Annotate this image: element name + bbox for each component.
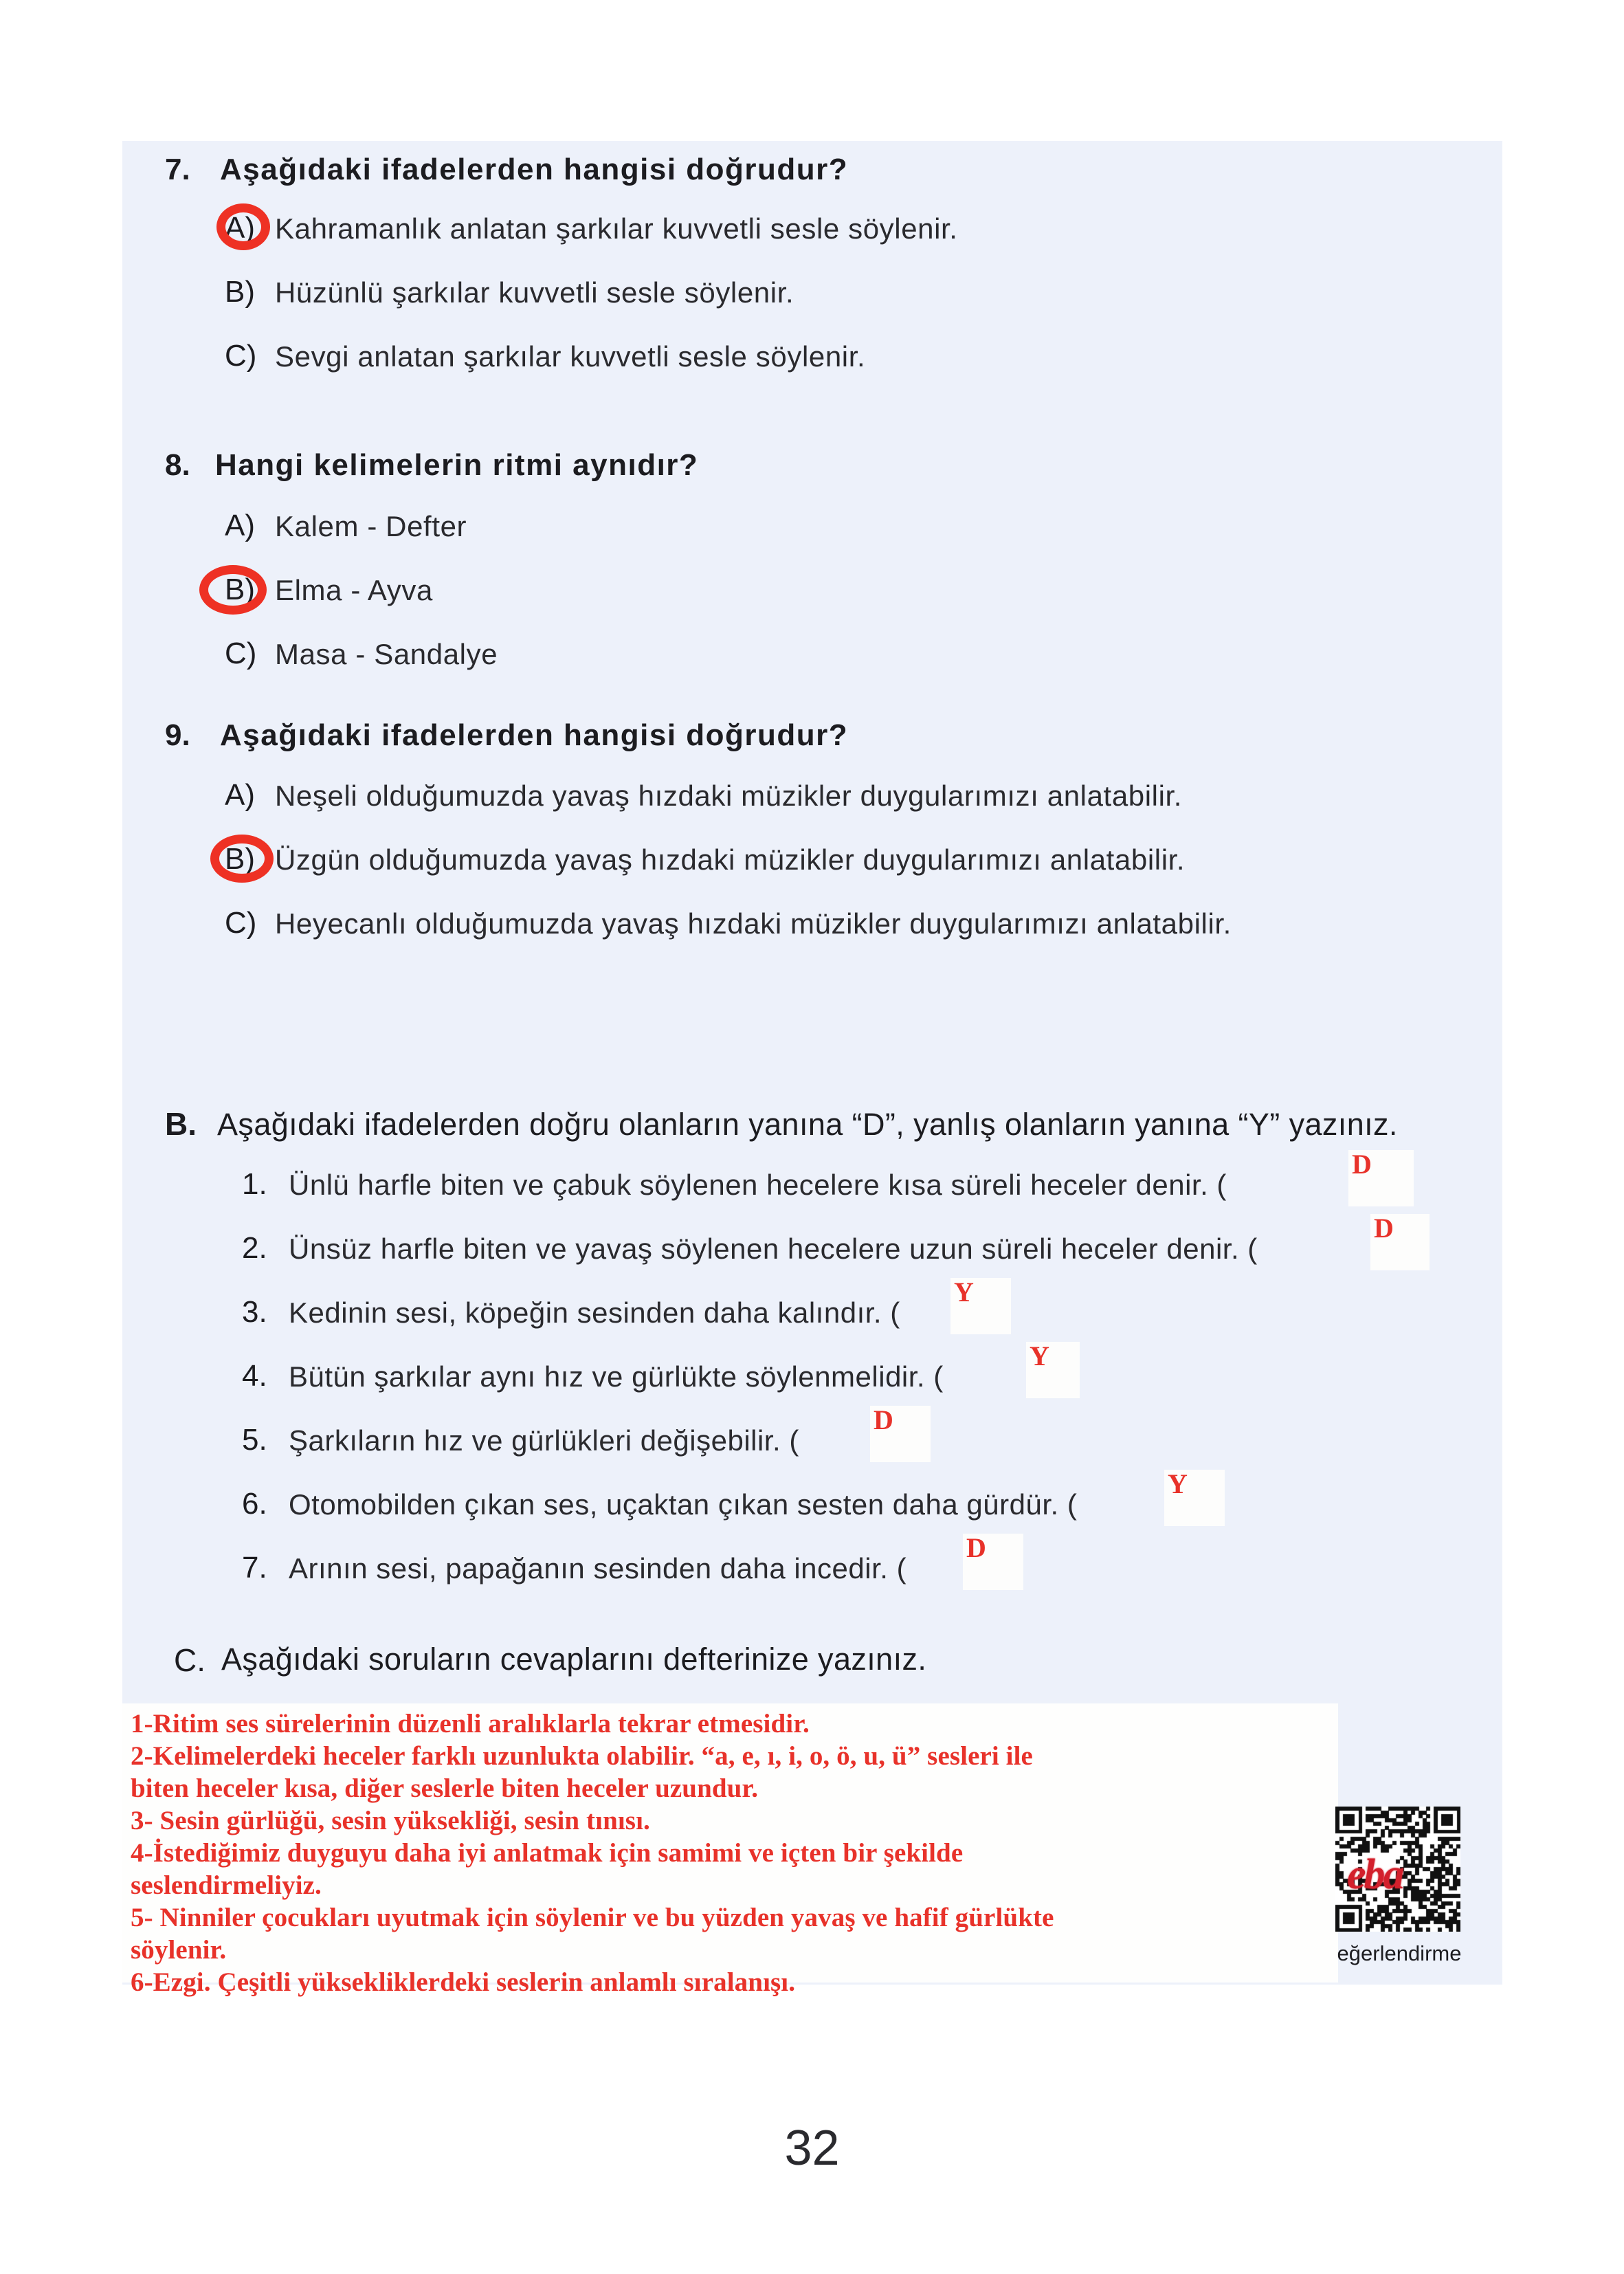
section-b-item-1-number: 1. <box>242 1167 267 1201</box>
section-b-item-4-number: 4. <box>242 1359 267 1393</box>
section-b-item-2-text: Ünsüz harfle biten ve yavaş söylenen hecelere uzun süreli heceler denir. ( <box>289 1233 1258 1265</box>
qr-code-block[interactable] <box>1335 1807 1460 1932</box>
question-7-option-b-text[interactable]: Hüzünlü şarkılar kuvvetli sesle söylenir. <box>275 276 794 309</box>
section-c-title: Aşağıdaki soruların cevaplarını defterinize yazınız. <box>221 1642 927 1677</box>
question-8-option-a-text[interactable]: Kalem - Defter <box>275 510 467 542</box>
section-b-item-5-number: 5. <box>242 1423 267 1457</box>
question-8-option-c-text[interactable]: Masa - Sandalye <box>275 638 498 670</box>
question-7-option-a-text[interactable]: Kahramanlık anlatan şarkılar kuvvetli sesle söylenir. <box>275 212 958 245</box>
question-7-option-c-text[interactable]: Sevgi anlatan şarkılar kuvvetli sesle söylenir. <box>275 340 866 373</box>
section-b-item-4-answer: Y <box>1030 1340 1049 1371</box>
question-8-option-b-text[interactable]: Elma - Ayva <box>275 574 433 606</box>
section-b-item-4-text: Bütün şarkılar aynı hız ve gürlükte söylenmelidir. ( <box>289 1360 944 1393</box>
question-8-number: 8. <box>165 448 190 482</box>
section-b-item-5-text: Şarkıların hız ve gürlükleri değişebilir. ( <box>289 1424 799 1457</box>
answer-line-9: 6-Ezgi. Çeşitli yüksekliklerdeki seslerin anlamlı sıralanışı. <box>131 1967 796 1997</box>
qr-code-caption: eğerlendirme <box>1337 1941 1462 1965</box>
answer-line-5: 4-İstediğimiz duyguyu daha iyi anlatmak için samimi ve içten bir şekilde <box>131 1838 964 1868</box>
question-8-option-a-letter[interactable]: A) <box>225 509 255 542</box>
question-9-option-c-text[interactable]: Heyecanlı olduğumuzda yavaş hızdaki müzikler duygularımızı anlatabilir. <box>275 907 1232 940</box>
question-8-option-b-letter[interactable]: B) <box>225 573 255 606</box>
section-b-item-6-answer: Y <box>1168 1468 1188 1499</box>
section-b-title: Aşağıdaki ifadelerden doğru olanların yanına “D”, yanlış olanların yanına “Y” yazınız. <box>217 1107 1398 1142</box>
section-b-item-6-text: Otomobilden çıkan ses, uçaktan çıkan sesten daha gürdür. ( <box>289 1488 1078 1521</box>
section-b-item-7-answer: D <box>966 1532 986 1563</box>
answer-line-6: seslendirmeliyiz. <box>131 1870 322 1900</box>
eba-logo: eba <box>1347 1851 1403 1898</box>
section-b-item-1-text: Ünlü harfle biten ve çabuk söylenen hecelere kısa süreli heceler denir. ( <box>289 1169 1227 1201</box>
answer-text-block <box>131 1708 1326 1998</box>
section-b-item-3-number: 3. <box>242 1295 267 1329</box>
section-c-letter: C. <box>174 1642 205 1678</box>
answer-line-8: söylenir. <box>131 1935 227 1965</box>
answer-line-4: 3- Sesin gürlüğü, sesin yüksekliği, sesin tınısı. <box>131 1806 650 1835</box>
section-b-item-7-number: 7. <box>242 1551 267 1585</box>
question-8-option-c-letter[interactable]: C) <box>225 637 257 670</box>
section-b-item-3-answer: Y <box>954 1277 974 1307</box>
question-9-stem: Aşağıdaki ifadelerden hangisi doğrudur? <box>220 718 849 752</box>
question-7-option-c-letter[interactable]: C) <box>225 339 257 373</box>
section-b-item-2-number: 2. <box>242 1231 267 1265</box>
question-9-option-b-letter[interactable]: B) <box>225 842 255 876</box>
answer-line-7: 5- Ninniler çocukları uyutmak için söylenir ve bu yüzden yavaş ve hafif gürlükte <box>131 1903 1054 1932</box>
question-9-option-b-text[interactable]: Üzgün olduğumuzda yavaş hızdaki müzikler duygularımızı anlatabilir. <box>275 843 1186 876</box>
question-7-stem: Aşağıdaki ifadelerden hangisi doğrudur? <box>220 153 849 186</box>
question-9-option-c-letter[interactable]: C) <box>225 906 257 940</box>
answer-line-3: biten heceler kısa, diğer seslerle biten heceler uzundur. <box>131 1774 759 1803</box>
question-9-option-a-letter[interactable]: A) <box>225 778 255 812</box>
answer-line-2: 2-Kelimelerdeki heceler farklı uzunlukta olabilir. “a, e, ı, i, o, ö, u, ü” sesleri ile <box>131 1741 1033 1771</box>
question-7-option-a-letter[interactable]: A) <box>225 211 255 245</box>
section-b-item-1-answer: D <box>1352 1149 1372 1180</box>
section-b-item-7-text: Arının sesi, papağanın sesinden daha incedir. ( <box>289 1552 907 1585</box>
question-7-option-b-letter[interactable]: B) <box>225 275 255 309</box>
section-b-item-5-answer: D <box>874 1404 893 1435</box>
page-number: 32 <box>784 2121 840 2176</box>
section-b-item-6-number: 6. <box>242 1487 267 1521</box>
answer-line-1: 1-Ritim ses sürelerinin düzenli aralıklarla tekrar etmesidir. <box>131 1709 810 1738</box>
section-b-letter: B. <box>165 1106 197 1142</box>
question-9-number: 9. <box>165 718 190 752</box>
question-7-number: 7. <box>165 153 190 186</box>
section-b-item-2-answer: D <box>1374 1213 1394 1244</box>
question-8-stem: Hangi kelimelerin ritmi aynıdır? <box>215 448 699 482</box>
section-b-item-3-text: Kedinin sesi, köpeğin sesinden daha kalındır. ( <box>289 1296 900 1329</box>
question-9-option-a-text[interactable]: Neşeli olduğumuzda yavaş hızdaki müzikler duygularımızı anlatabilir. <box>275 780 1183 812</box>
